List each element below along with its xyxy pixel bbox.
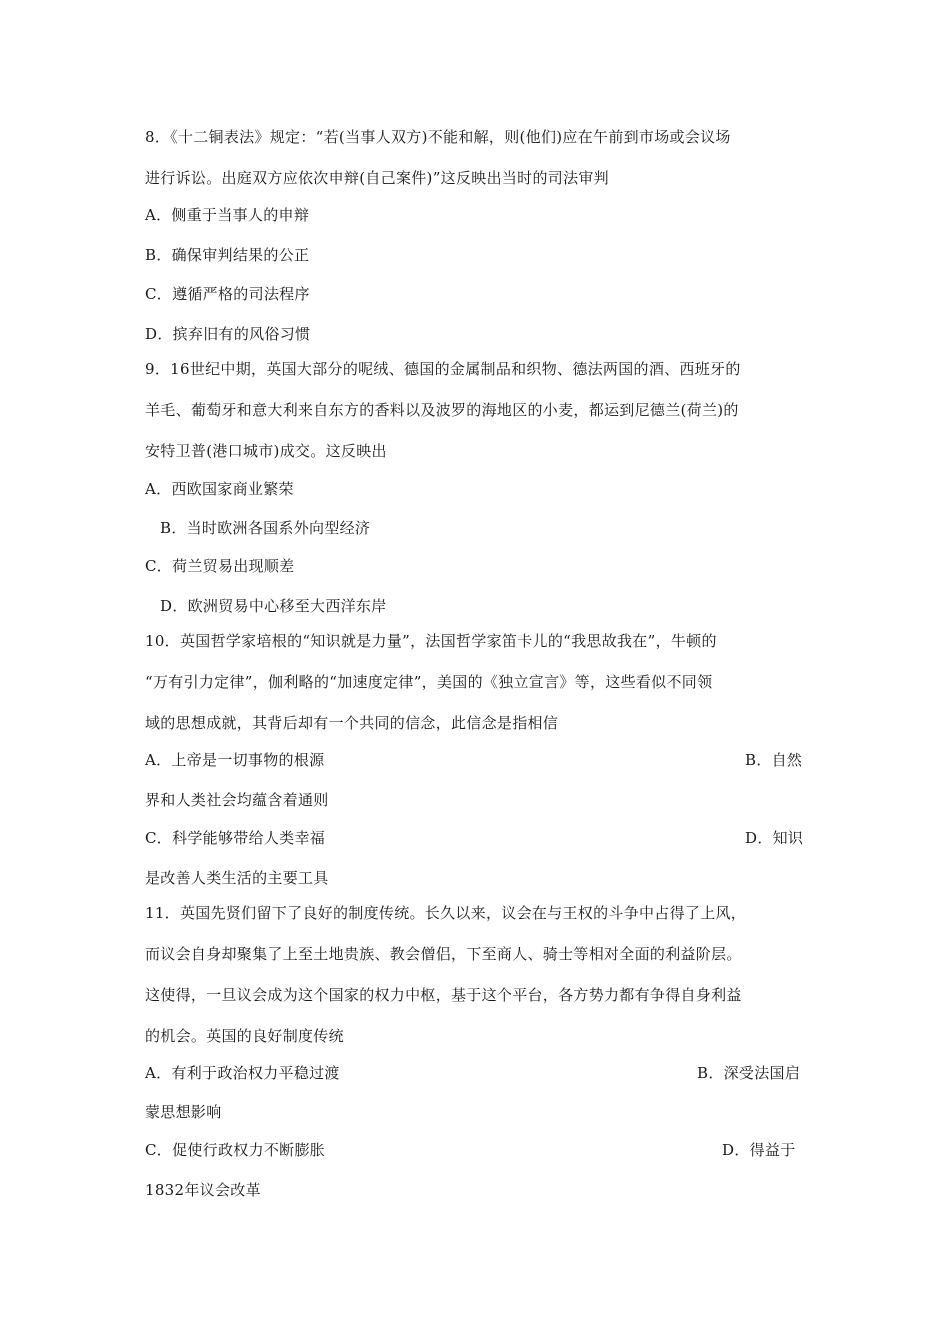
q10-option-d-head: D．知识 — [745, 829, 804, 847]
q11-option-b-tail: 蒙思想影响 — [145, 1103, 222, 1121]
q8-option-c: C．遵循严格的司法程序 — [145, 285, 310, 303]
q9-option-d: D．欧洲贸易中心移至大西洋东岸 — [160, 597, 387, 615]
q10-option-b-tail: 界和人类社会均蕴含着通则 — [145, 791, 329, 809]
q11-option-a: A．有利于政治权力平稳过渡 — [145, 1064, 340, 1082]
q11-option-b-head: B．深受法国启 — [697, 1064, 801, 1082]
q11-stem-line-3: 这使得，一旦议会成为这个国家的权力中枢，基于这个平台，各方势力都有争得自身利益 — [145, 986, 742, 1004]
q9-stem-line-1: 9．16世纪中期，英国大部分的呢绒、德国的金属制品和织物、德法两国的酒、西班牙的 — [145, 360, 741, 378]
q10-stem-line-1: 10．英国哲学家培根的“知识就是力量”，法国哲学家笛卡儿的“我思故我在”，牛顿的 — [145, 632, 717, 650]
q8-option-b: B．确保审判结果的公正 — [145, 246, 310, 264]
q8-option-a: A．侧重于当事人的申辩 — [145, 206, 310, 224]
q9-option-b: B．当时欧洲各国系外向型经济 — [160, 519, 371, 537]
q10-stem-line-3: 域的思想成就，其背后却有一个共同的信念，此信念是指相信 — [145, 714, 559, 732]
q10-option-d-tail: 是改善人类生活的主要工具 — [145, 869, 329, 887]
q10-option-c: C．科学能够带给人类幸福 — [145, 829, 326, 847]
q9-option-a: A．西欧国家商业繁荣 — [145, 480, 294, 498]
q9-option-c: C．荷兰贸易出现顺差 — [145, 557, 295, 575]
q10-stem-line-2: “万有引力定律”，伽利略的“加速度定律”，美国的《独立宣言》等，这些看似不同领 — [145, 673, 713, 691]
q8-option-d: D．摈弃旧有的风俗习惯 — [145, 325, 311, 343]
q11-stem-line-4: 的机会。英国的良好制度传统 — [145, 1027, 344, 1045]
q9-stem-line-2: 羊毛、葡萄牙和意大利来自东方的香料以及波罗的海地区的小麦，都运到尼德兰(荷兰)的 — [145, 401, 739, 419]
q10-option-b-head: B．自然 — [745, 751, 803, 769]
q8-stem-line-1: 8．《十二铜表法》规定：“若(当事人双方)不能和解，则(他们)应在午前到市场或会议场 — [145, 128, 731, 146]
q9-stem-line-3: 安特卫普(港口城市)成交。这反映出 — [145, 442, 387, 460]
q11-option-d-tail: 1832年议会改革 — [145, 1181, 261, 1199]
q11-stem-line-2: 而议会自身却聚集了上至土地贵族、教会僧侣，下至商人、骑士等相对全面的利益阶层。 — [145, 945, 742, 963]
q10-option-a: A．上帝是一切事物的根源 — [145, 751, 325, 769]
q11-stem-line-1: 11．英国先贤们留下了良好的制度传统。长久以来，议会在与王权的斗争中占得了上风， — [145, 904, 747, 922]
q11-option-c: C．促使行政权力不断膨胀 — [145, 1141, 326, 1159]
q8-stem-line-2: 进行诉讼。出庭双方应依次申辩(自己案件)”这反映出当时的司法审判 — [145, 169, 609, 187]
q11-option-d-head: D．得益于 — [722, 1141, 796, 1159]
